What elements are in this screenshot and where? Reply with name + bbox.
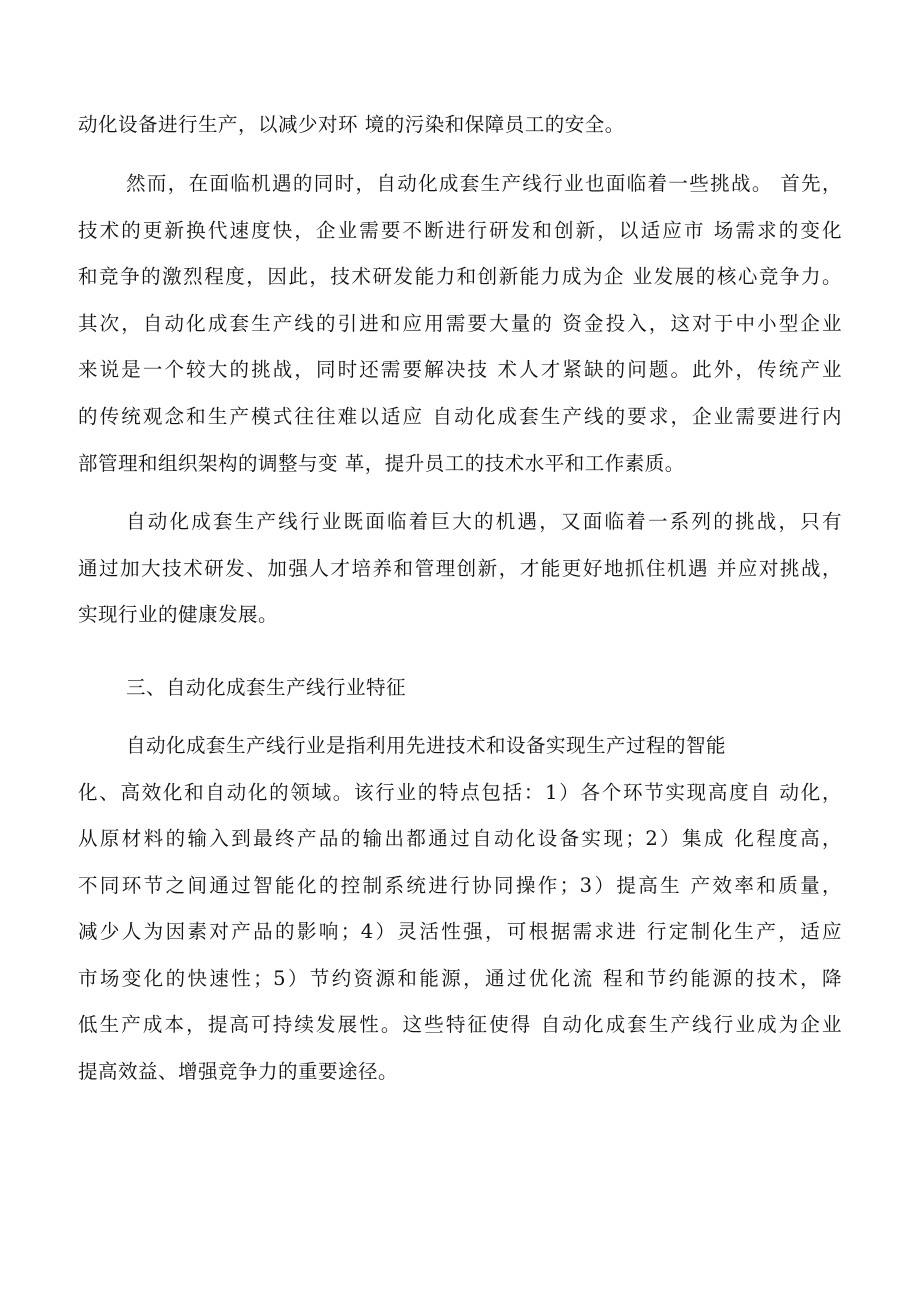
- paragraph-3-line-1: 自动化成套生产线行业既面临着巨大的机遇，又面临着一系列的挑战，只有: [126, 510, 842, 533]
- paragraph-2-line-5: 来说是一个较大的挑战，同时还需要解决技 术人才紧缺的问题。此外，传统产业: [78, 358, 842, 381]
- section-heading: 三、自动化成套生产线行业特征: [126, 676, 407, 699]
- paragraph-4-line-2: 化、高效化和自动化的领域。该行业的特点包括：1）各个环节实现高度自 动化，: [78, 781, 842, 804]
- paragraph-4-line-7: 低生产成本，提高可持续发展性。这些特征使得 自动化成套生产线行业成为企业: [78, 1013, 842, 1036]
- paragraph-3-line-2: 通过加大技术研发、加强人才培养和管理创新，才能更好地抓住机遇 并应对挑战，: [78, 557, 842, 580]
- paragraph-2-line-3: 和竞争的激烈程度，因此，技术研发能力和创新能力成为企 业发展的核心竞争力。: [78, 265, 842, 288]
- paragraph-3-line-3: 实现行业的健康发展。: [78, 603, 279, 626]
- paragraph-2-line-4: 其次，自动化成套生产线的引进和应用需要大量的 资金投入，这对于中小型企业: [78, 312, 842, 335]
- paragraph-2-line-1: 然而，在面临机遇的同时，自动化成套生产线行业也面临着一些挑战。 首先，: [126, 172, 842, 195]
- paragraph-2-line-2: 技术的更新换代速度快，企业需要不断进行研发和创新，以适应市 场需求的变化: [78, 219, 842, 242]
- paragraph-4-line-3: 从原材料的输入到最终产品的输出都通过自动化设备实现；2）集成 化程度高，: [78, 827, 842, 850]
- paragraph-4-line-5: 减少人为因素对产品的影响；4）灵活性强，可根据需求进 行定制化生产，适应: [78, 920, 842, 943]
- paragraph-1-line-1: 动化设备进行生产，以减少对环 境的污染和保障员工的安全。: [78, 113, 625, 136]
- paragraph-4-line-4: 不同环节之间通过智能化的控制系统进行协同操作；3）提高生 产效率和质量，: [78, 874, 842, 897]
- paragraph-2-line-6: 的传统观念和生产模式往往难以适应 自动化成套生产线的要求，企业需要进行内: [78, 405, 842, 428]
- paragraph-2-line-7: 部管理和组织架构的调整与变 革，提升员工的技术水平和工作素质。: [78, 452, 685, 475]
- paragraph-4-line-1: 自动化成套生产线行业是指利用先进技术和设备实现生产过程的智能: [126, 734, 727, 757]
- paragraph-4-line-8: 提高效益、增强竞争力的重要途径。: [78, 1060, 399, 1083]
- paragraph-4-line-6: 市场变化的快速性；5）节约资源和能源，通过优化流 程和节约能源的技术，降: [78, 967, 842, 990]
